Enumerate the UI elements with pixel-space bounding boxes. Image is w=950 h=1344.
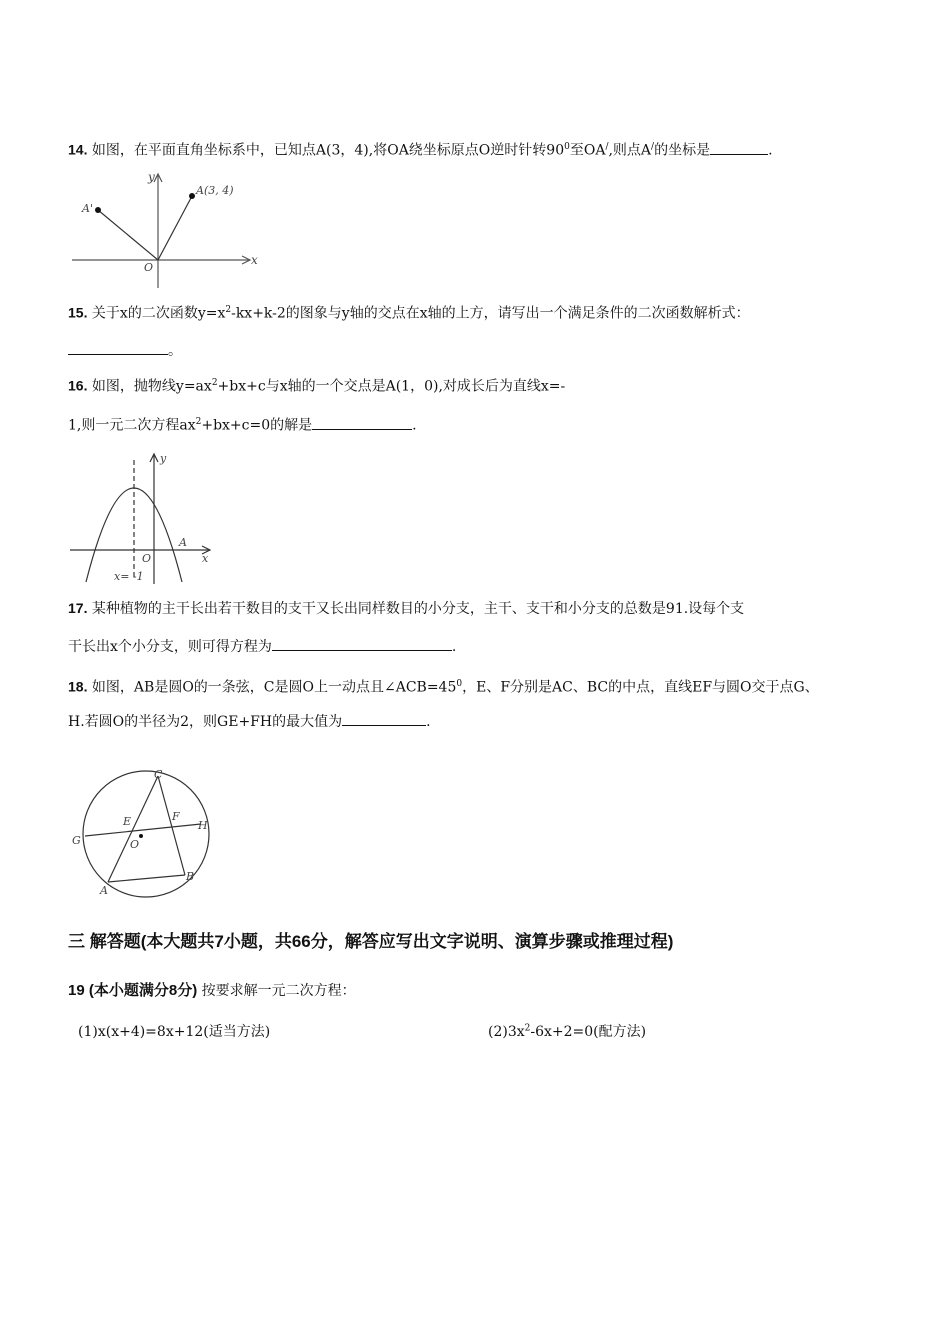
section-title: 三 解答题(本大题共7小题，共66分，解答应写出文字说明、演算步骤或推理过程) [68,932,674,951]
q19-heading: 19 (本小题满分8分) 按要求解一元二次方程： [68,982,356,999]
q16-fig-point-a: A [179,536,187,549]
q17-answer-blank[interactable] [272,636,452,651]
q15-answer-blank[interactable] [68,340,168,355]
q17-number: 17. [68,600,88,616]
q14-figure [68,168,268,290]
q14-text: 14. 如图，在平面直角坐标系中，已知点A(3，4),将OA绕坐标原点O逆时针转$90^0$至OA/,则点A/的坐标是 . [68,141,773,159]
q16-fig-y-label: y [160,452,167,465]
q18-fig-point-b: B [186,870,195,883]
q16-text: 16. 如图，抛物线$y=ax^2+bx+c$与x轴的一个交点是A(1，0),对成长后为直线x=- [68,377,566,395]
q19-part-2: $(2)3x^2-6x+2=0$(配方法) [488,1023,647,1040]
q17-text-line2: 干长出x个小分支，则可得方程为 . [68,636,456,657]
q18-fig-point-h: H [198,819,208,832]
q16-fig-axis-label: x= -1 [114,570,144,583]
q18-figure [66,768,216,898]
q15-answer-line: 。 [68,340,182,361]
q18-fig-point-e: E [123,815,132,828]
q18-fig-point-a: A [100,884,108,897]
q16-fig-origin: O [142,552,152,565]
q14-fig-x-label: x [251,253,258,267]
q18-answer-blank[interactable] [342,711,426,726]
q18-fig-point-f: F [172,810,180,823]
q14-fig-origin: O [144,261,154,274]
q15-text: 15. 关于x的二次函数$y=x^2-kx+k-2$的图象与y轴的交点在x轴的上方，请写出一个满足条件的二次函数解析式： [68,304,750,322]
q16-figure [68,450,218,588]
q16-number: 16. [68,377,88,394]
q17-text: 17. 某种植物的主干长出若干数目的支干又长出同样数目的小分支，主干、支干和小分支的总数是91.设每个支 [68,600,745,617]
q16-answer-blank[interactable] [312,415,412,430]
q19-part-1: (1)x(x+4)=8x+12(适当方法) [78,1024,271,1040]
q16-fig-x-label: x [202,552,209,565]
q18-text-line2: H.若圆O的半径为2，则GE+FH的最大值为 . [68,711,431,732]
q14-fig-point-a-prime: A' [82,202,93,215]
q18-text: 18. 如图，AB是圆O的一条弦，C是圆O上一动点且$\angle ACB=45^0$，E、F分别是AC、BC的中点，直线EF与圆O交于点G、 [68,678,819,696]
q18-fig-center-o: O [130,838,140,851]
q14-fig-point-a: A(3, 4) [196,184,234,197]
q14-fig-y-label: y [148,170,155,184]
q19-number: 19 (本小题满分8分) [68,982,198,999]
q18-fig-point-c: C [154,768,163,781]
q16-text-line2: 1,则一元二次方程$ax^2+bx+c=0$的解是 . [68,412,417,436]
q18-number: 18. [68,678,88,695]
q15-number: 15. [68,304,88,321]
q18-fig-point-g: G [72,834,81,847]
q14-number: 14. [68,141,88,158]
q14-answer-blank[interactable] [710,140,768,155]
